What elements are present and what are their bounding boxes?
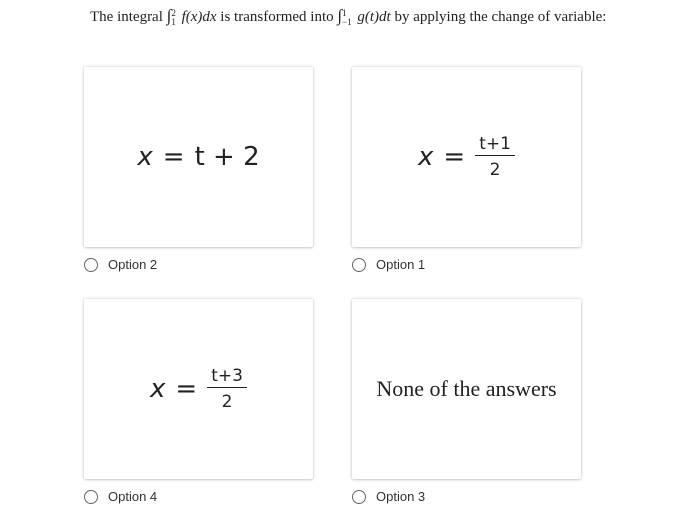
integral1-lower: 1 bbox=[171, 16, 176, 27]
question-text bbox=[90, 4, 610, 29]
equation bbox=[150, 365, 247, 413]
radio-option-3[interactable] bbox=[352, 489, 425, 504]
equation-lhs: x bbox=[150, 374, 166, 404]
integral1-limits bbox=[171, 9, 176, 27]
question-prefix: The integral bbox=[90, 9, 163, 25]
fraction-numerator: t+1 bbox=[475, 133, 515, 156]
integral2-integrand: g(t)dt bbox=[357, 9, 391, 25]
fraction bbox=[475, 133, 515, 181]
question-middle: is transformed into bbox=[220, 9, 334, 25]
integral2-lower: −1 bbox=[342, 16, 352, 27]
question-suffix: by applying the change of variable: bbox=[394, 9, 607, 25]
fraction bbox=[207, 365, 247, 413]
answer-card-option-4[interactable] bbox=[84, 299, 313, 479]
integral1-integrand: f(x)dx bbox=[181, 9, 217, 25]
fraction-denominator: 2 bbox=[221, 392, 233, 412]
option-label: Option 4 bbox=[108, 489, 158, 504]
answer-card-option-3[interactable] bbox=[352, 299, 581, 479]
radio-option-1[interactable] bbox=[352, 257, 425, 272]
equation-lhs: x bbox=[418, 142, 434, 172]
equation bbox=[137, 142, 259, 172]
equation-lhs: x bbox=[137, 142, 153, 172]
option-label: Option 1 bbox=[376, 257, 426, 272]
integral1-upper: 2 bbox=[171, 7, 176, 18]
radio-option-2[interactable] bbox=[84, 257, 157, 272]
radio-circle-icon[interactable] bbox=[352, 490, 366, 504]
option-label: Option 2 bbox=[108, 257, 158, 272]
radio-circle-icon[interactable] bbox=[84, 258, 98, 272]
integral2-upper: 1 bbox=[342, 7, 347, 18]
equals-sign: = bbox=[162, 142, 185, 172]
radio-option-4[interactable] bbox=[84, 489, 157, 504]
fraction-denominator: 2 bbox=[489, 160, 501, 180]
integral-sign: ∫ bbox=[166, 6, 172, 25]
equals-sign: = bbox=[443, 142, 466, 172]
answer-card-option-2[interactable] bbox=[84, 67, 313, 247]
option-label: Option 3 bbox=[376, 489, 426, 504]
answer-text: None of the answers bbox=[376, 376, 557, 401]
answer-card-option-1[interactable] bbox=[352, 67, 581, 247]
equals-sign: = bbox=[175, 374, 198, 404]
radio-circle-icon[interactable] bbox=[84, 490, 98, 504]
equation bbox=[418, 133, 515, 181]
integral2-limits bbox=[342, 9, 352, 27]
integral-sign: ∫ bbox=[337, 6, 343, 25]
equation-rhs: t + 2 bbox=[194, 142, 260, 172]
fraction-numerator: t+3 bbox=[207, 365, 247, 388]
radio-circle-icon[interactable] bbox=[352, 258, 366, 272]
